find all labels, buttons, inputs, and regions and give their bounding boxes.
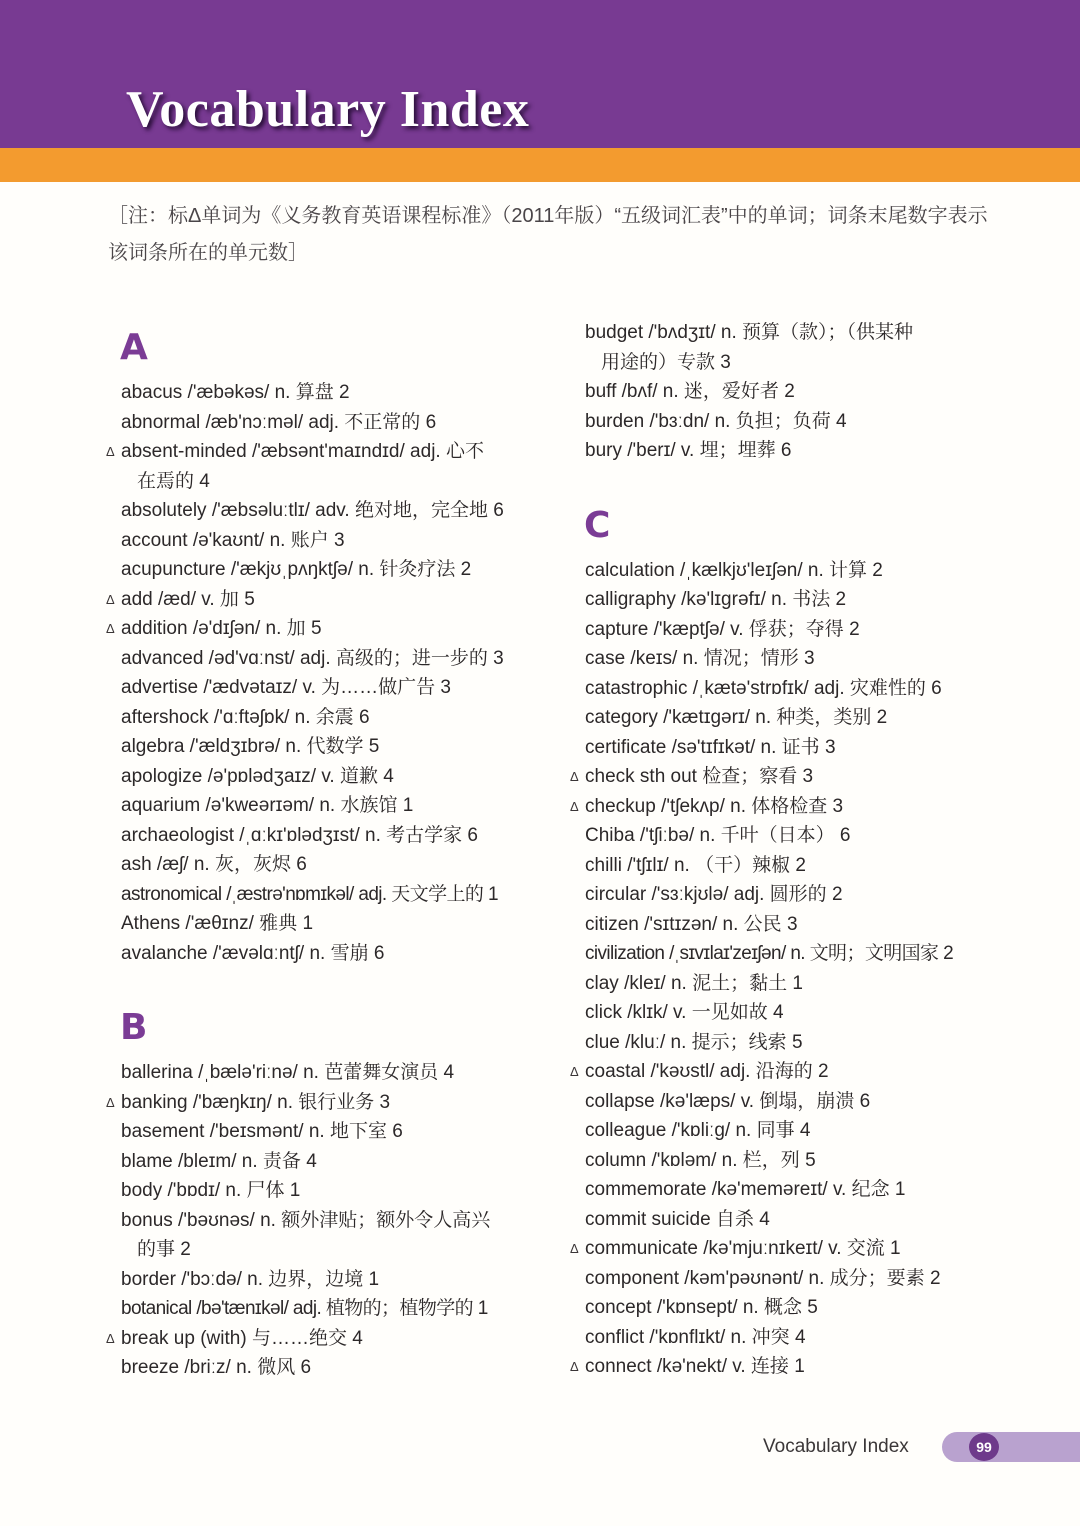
vocab-entry: clay /kleɪ/ n. 泥土；黏土 1	[585, 972, 803, 994]
vocab-entry: advanced /əd'vɑːnst/ adj. 高级的；进一步的 3	[121, 647, 504, 669]
vocab-entry: Δ check sth out 检查；察看 3	[570, 762, 990, 792]
vocab-entry: Δ coastal /'kəʊstl/ adj. 沿海的 2	[570, 1057, 990, 1087]
section-letter-b: B	[120, 1007, 148, 1048]
vocab-entry: certificate /sə'tɪfɪkət/ n. 证书 3	[585, 736, 836, 758]
section-letter-c: C	[584, 504, 611, 546]
vocab-entry: citizen /'sɪtɪzən/ n. 公民 3	[585, 913, 798, 935]
vocab-entry: body /'bɒdɪ/ n. 尸体 1	[121, 1180, 301, 1201]
vocab-entry: commit suicide 自杀 4	[585, 1208, 770, 1230]
vocab-entry: capture /'kæptʃə/ v. 俘获；夺得 2	[585, 618, 860, 640]
vocab-entry: absolutely /'æbsəluːtlɪ/ adv. 绝对地，完全地 6	[121, 500, 504, 521]
vocab-entry-continuation: 用途的）专款 3	[601, 351, 731, 373]
core-word-mark: Δ	[106, 1094, 115, 1110]
vocab-entry: click /klɪk/ v. 一见如故 4	[585, 1002, 784, 1023]
vocab-entry-continuation: 在焉的 4	[137, 470, 210, 492]
vocab-entry: colleague /'kɒliːg/ n. 同事 4	[585, 1120, 811, 1141]
vocab-entry: bonus /'bəʊnəs/ n. 额外津贴；额外令人高兴	[121, 1209, 491, 1231]
vocab-entry: Chiba /'tʃiːbə/ n. 千叶（日本） 6	[585, 825, 851, 846]
vocab-entry: basement /'beɪsmənt/ n. 地下室 6	[121, 1121, 403, 1142]
vocab-entry: advertise /'ædvətaɪz/ v. 为……做广告 3	[121, 677, 451, 698]
vocab-entry: calculation /ˌkælkjʊ'leɪʃən/ n. 计算 2	[585, 559, 883, 581]
vocab-entry: collapse /kə'læps/ v. 倒塌，崩溃 6	[585, 1090, 871, 1112]
vocab-entry: abacus /'æbəkəs/ n. 算盘 2	[121, 382, 350, 403]
vocab-entry: Δ communicate /kə'mjuːnɪkeɪt/ v. 交流 1	[570, 1234, 990, 1264]
vocab-entry: Δ break up (with) 与……绝交 4	[106, 1324, 526, 1354]
vocab-entry: Δ addition /ə'dɪʃən/ n. 加 5	[106, 614, 526, 644]
vocab-entry: blame /bleɪm/ n. 责备 4	[121, 1150, 317, 1172]
vocab-entry: burden /'bɜːdn/ n. 负担；负荷 4	[585, 410, 847, 432]
vocab-entry: abnormal /æb'nɔːməl/ adj. 不正常的 6	[121, 411, 437, 433]
vocab-entry: avalanche /'ævəlɑːntʃ/ n. 雪崩 6	[121, 942, 385, 964]
vocab-entry: bury /'berɪ/ v. 埋；埋葬 6	[585, 440, 792, 461]
vocab-entry: ballerina /ˌbælə'riːnə/ n. 芭蕾舞女演员 4	[121, 1062, 455, 1083]
core-word-mark: Δ	[106, 444, 115, 459]
vocab-entry-continuation: 的事 2	[137, 1239, 191, 1260]
vocab-entry: apologize /ə'pɒlədʒaɪz/ v. 道歉 4	[121, 765, 394, 787]
vocab-entry: astronomical /ˌæstrə'nɒmɪkəl/ adj. 天文学上的 1	[121, 883, 498, 905]
core-word-mark: Δ	[570, 769, 579, 784]
index-note: ［注：标Δ单词为《义务教育英语课程标准》（2011年版）“五级词汇表”中的单词；词条末尾数字表示该词条所在的单元数］	[108, 205, 988, 264]
page-title: Vocabulary Index	[126, 81, 530, 138]
vocab-entry: catastrophic /ˌkætə'strɒfɪk/ adj. 灾难性的 6	[585, 677, 942, 699]
vocab-entry: acupuncture /'ækjʊˌpʌŋktʃə/ n. 针灸疗法 2	[121, 559, 472, 580]
page-number-badge: 99	[969, 1433, 999, 1461]
footer-bar	[942, 1432, 1080, 1462]
vocab-entry: Δ connect /kə'nekt/ v. 连接 1	[570, 1352, 990, 1382]
core-word-mark: Δ	[570, 1241, 579, 1256]
vocab-entry: category /'kætɪgərɪ/ n. 种类，类别 2	[585, 707, 888, 728]
vocab-entry: buff /bʌf/ n. 迷，爱好者 2	[585, 381, 795, 402]
vocab-entry: civilization /ˌsɪvɪlaɪ'zeɪʃən/ n. 文明；文明国家 2	[585, 943, 954, 964]
vocab-entry: commemorate /kə'meməreɪt/ v. 纪念 1	[585, 1179, 906, 1200]
vocab-entry: aquarium /ə'kweərɪəm/ n. 水族馆 1	[121, 795, 414, 816]
vocab-entry: Δ absent-minded /'æbsənt'maɪndɪd/ adj. 心不	[106, 437, 526, 467]
vocab-entry: algebra /'ældʒɪbrə/ n. 代数学 5	[121, 736, 380, 757]
core-word-mark: Δ	[570, 798, 579, 814]
vocab-entry: aftershock /'ɑːftəʃɒk/ n. 余震 6	[121, 706, 370, 728]
vocab-entry: Δ add /æd/ v. 加 5	[106, 585, 526, 615]
vocab-entry: account /ə'kaʊnt/ n. 账户 3	[121, 529, 345, 551]
section-letter-a: A	[120, 327, 148, 368]
vocab-entry: Δ banking /'bæŋkɪŋ/ n. 银行业务 3	[106, 1088, 526, 1118]
vocab-entry: breeze /briːz/ n. 微风 6	[121, 1357, 312, 1378]
header-stripe	[0, 148, 1080, 182]
core-word-mark: Δ	[106, 591, 115, 607]
vocab-entry: chilli /'tʃɪlɪ/ n. （干）辣椒 2	[585, 854, 806, 876]
left-column	[106, 318, 526, 1383]
vocab-entry: circular /'sɜːkjʊlə/ adj. 圆形的 2	[585, 884, 843, 905]
vocab-entry: clue /kluː/ n. 提示；线索 5	[585, 1031, 803, 1053]
footer-label: Vocabulary Index	[763, 1436, 909, 1457]
vocab-entry: border /'bɔːdə/ n. 边界，边境 1	[121, 1268, 380, 1290]
vocab-entry: concept /'kɒnsept/ n. 概念 5	[585, 1297, 818, 1318]
core-word-mark: Δ	[570, 1064, 579, 1079]
vocab-entry: Δ checkup /'tʃekʌp/ n. 体格检查 3	[570, 792, 990, 822]
vocab-entry: budget /'bʌdʒɪt/ n. 预算（款）；（供某种	[585, 322, 914, 343]
vocab-entry: botanical /bə'tænɪkəl/ adj. 植物的；植物学的 1	[121, 1298, 488, 1319]
core-word-mark: Δ	[106, 1330, 115, 1346]
vocab-entry: calligraphy /kə'lɪgrəfɪ/ n. 书法 2	[585, 589, 847, 610]
vocab-entry: conflict /'kɒnflɪkt/ n. 冲突 4	[585, 1326, 806, 1348]
vocab-entry: archaeologist /ˌɑːkɪ'ɒlədʒɪst/ n. 考古学家 6	[121, 824, 478, 846]
vocab-entry: case /keɪs/ n. 情况；情形 3	[585, 648, 815, 669]
right-column	[570, 318, 990, 1382]
vocab-entry: ash /æʃ/ n. 灰，灰烬 6	[121, 854, 307, 875]
vocab-entry: component /kəm'pəʊnənt/ n. 成分；要素 2	[585, 1267, 941, 1289]
core-word-mark: Δ	[106, 621, 115, 636]
vocab-entry: column /'kɒləm/ n. 栏，列 5	[585, 1149, 816, 1171]
vocab-entry: Athens /'æθɪnz/ 雅典 1	[121, 913, 314, 934]
core-word-mark: Δ	[570, 1359, 579, 1374]
